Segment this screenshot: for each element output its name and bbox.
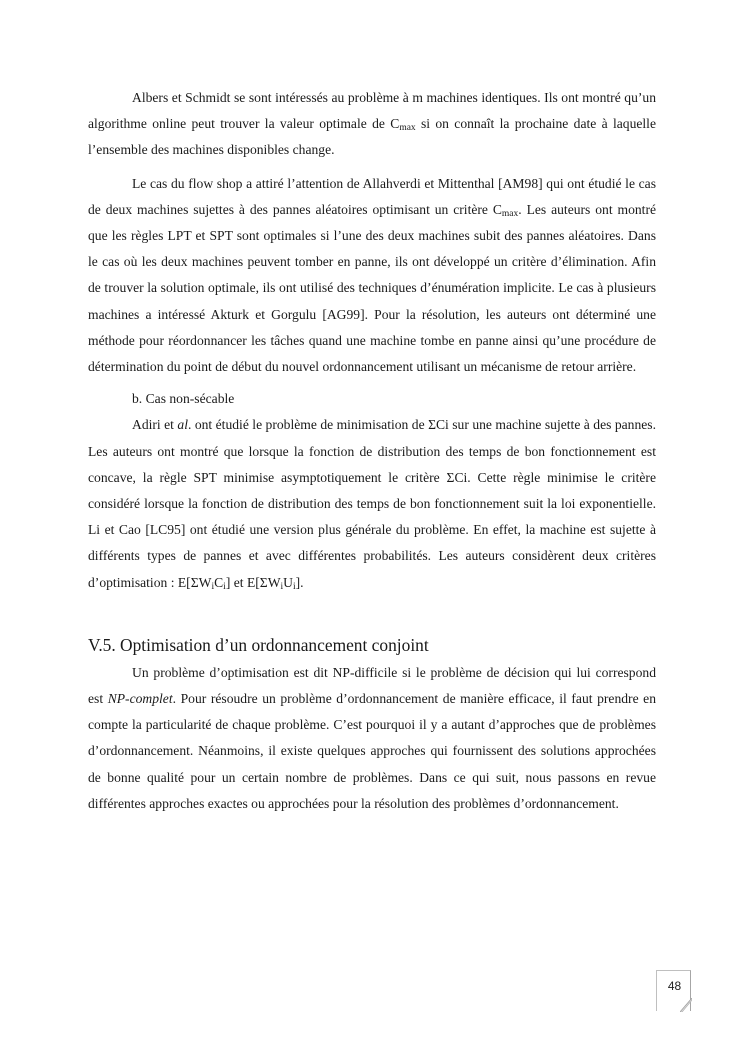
document-body [88, 85, 656, 817]
section-title: V.5. Optimisation d’un ordonnancement conjoint [88, 634, 429, 655]
page-number: 48 [667, 979, 682, 993]
paragraph-flow-shop: Le cas du flow shop a attiré l’attention de Allahverdi et Mittenthal [AM98] qui ont étudié le cas de deux machines sujettes à des pannes aléatoires optimisant un critère $C_{max}$. Les auteurs ont montré que les règles LPT et SPT sont optimales si l’une des deux machines subit des pannes aléatoires. Dans le cas où les deux machines peuvent tomber en panne, ils ont développé un critère d’élimination. Afin de trouver la solution optimale, ils ont utilisé des techniques d’énumération implicite. Le cas à plusieurs machines a intéressé Akturk et Gorgulu [AG99]. Pour la résolution, les auteurs ont déterminé une méthode pour réordonnancer les tâches quand une machine tombe en panne ainsi qu’une procédure de détermination du point de début du nouvel ordonnancement utilisant un mécanisme de retour arrière. [88, 175, 657, 375]
subheading-cas-non-secable: b. Cas non-sécable [132, 391, 235, 407]
paragraph-adiri: Adiri et al. ont étudié le problème de minimisation de ΣCi sur une machine sujette à des pannes. Les auteurs ont montré que lorsque la fonction de distribution des temps de bon fonctionnement est concave, la règle SPT minimise asymptotiquement le critère ΣCi. Cette règle minimise le critère considéré lorsque la fonction de distribution des temps de bon fonctionnement suit la loi exponentielle. Li et Cao [LC95] ont étudié une version plus générale du problème. En effet, la machine est sujette à différents types de pannes et avec différentes probabilités. Les auteurs considèrent deux critères d’optimisation : $E[\Sigma W_iC_i]$ et $E[\Sigma W_iU_i]$. [88, 417, 656, 592]
page-curl-icon [680, 998, 692, 1012]
paragraph-albers-schmidt: Albers et Schmidt se sont intéressés au problème à m machines identiques. Ils ont montré qu’un algorithme online peut trouver la valeur optimale de $C_{max}$ si on connaît la prochaine date à laquelle l’ensemble des machines disponibles change. [88, 90, 656, 158]
paragraph-np-difficile: Un problème d’optimisation est dit NP-difficile si le problème de décision qui lui correspond est NP-complet. Pour résoudre un problème d’ordonnancement de manière efficace, il faut prendre en compte la particularité de chaque problème. C’est pourquoi il y a autant d’approches que de problèmes d’ordonnancement. Néanmoins, il existe quelques approches qui fournissent des solutions approchées de bonne qualité pour un certain nombre de problèmes. Dans ce qui suit, nous passons en revue différentes approches exactes ou approchées pour la résolution des problèmes d’ordonnancement. [88, 664, 657, 811]
